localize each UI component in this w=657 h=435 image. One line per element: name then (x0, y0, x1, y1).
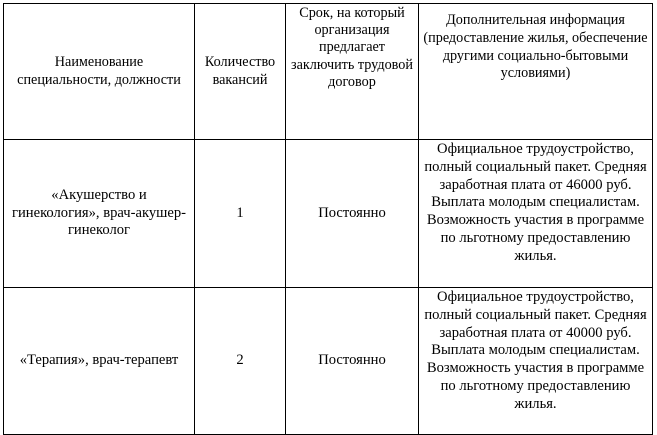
table-header-row (4, 4, 653, 140)
header-term: Срок, на который организация предлагает заключить трудовой договор (286, 4, 419, 140)
cell-info: Официальное трудоустройство, полный социальный пакет. Средняя заработная плата от 46000 руб. Выплата молодым специалистам. Возможность участия в программе по льготному предоставлению жилья. (419, 140, 653, 288)
table-row (4, 288, 653, 435)
header-info: Дополнительная информация (предоставление жилья, обеспечение другими социально-бытовыми условиями) (419, 4, 653, 140)
cell-specialty: «Терапия», врач-терапевт (4, 288, 195, 435)
header-vacancies: Количество вакансий (195, 4, 286, 140)
cell-term: Постоянно (286, 140, 419, 288)
cell-specialty: «Акушерство и гинекология», врач-акушер-гинеколог (4, 140, 195, 288)
table-row (4, 140, 653, 288)
cell-term: Постоянно (286, 288, 419, 435)
vacancy-table (3, 3, 653, 435)
cell-info: Официальное трудоустройство, полный социальный пакет. Средняя заработная плата от 40000 руб. Выплата молодым специалистам. Возможность участия в программе по льготному предоставлению жилья. (419, 288, 653, 435)
cell-vacancies: 1 (195, 140, 286, 288)
cell-vacancies: 2 (195, 288, 286, 435)
header-specialty: Наименование специальности, должности (4, 4, 195, 140)
